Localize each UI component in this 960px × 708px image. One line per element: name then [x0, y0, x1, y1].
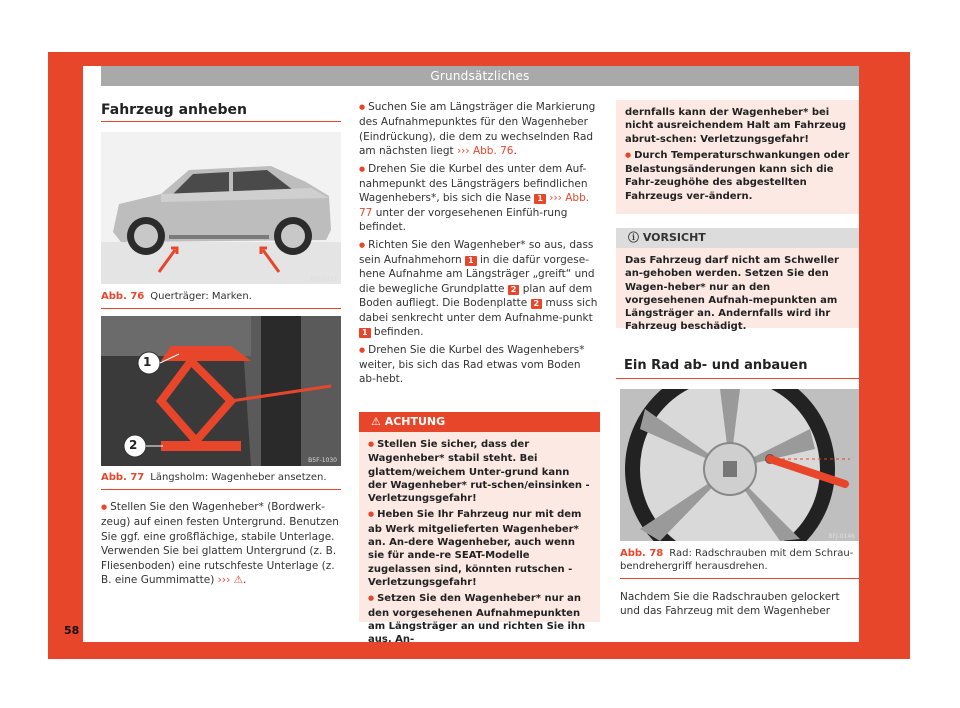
- paragraph-text: unter der vorgesehenen Einfüh-rung befindet.: [359, 206, 568, 234]
- paragraph-text: befinden.: [373, 326, 424, 339]
- vorsicht-box: [616, 228, 859, 333]
- achtung-box-continued: [616, 100, 859, 214]
- number-badge: 1: [534, 194, 546, 204]
- paragraph-text: plan auf dem Boden aufliegt. Die Bodenplatte: [359, 282, 593, 310]
- achtung-item: ● Setzen Sie den Wagenheber* nur an den vorgesehenen Aufnahmepunkten am Längsträger an und richten Sie ihn aus. An-: [368, 592, 591, 646]
- figure-caption: [620, 547, 859, 573]
- paragraph-text: Suchen Sie am Längsträger die Markierung des Aufnahmepunktes für den Wagenheber (Eindrückung), die dem zu wechselnden Rad am nächsten liegt: [359, 101, 596, 158]
- section-rule: [101, 121, 341, 122]
- vorsicht-text: Das Fahrzeug darf nicht am Schweller an-gehoben werden. Setzen Sie den Wagen-heber* nur an den vorgesehenen Aufnah-mepunkten am Längsträger an. Andernfalls wird ihr Fahrzeug beschädigt.: [625, 255, 839, 333]
- section-title-fahrzeug-anheben: Fahrzeug anheben: [101, 102, 247, 118]
- achtung-title: ACHTUNG: [384, 415, 446, 428]
- achtung-item: dernfalls kann der Wagenheber* bei nicht ausreichendem Halt am Fahrzeug abrut-schen: Verletzungsgefahr!: [625, 107, 846, 145]
- section-title-rad-wechseln: Ein Rad ab- und anbauen: [624, 358, 808, 373]
- vorsicht-header: [616, 228, 859, 248]
- number-badge: 2: [508, 285, 520, 295]
- figure-77: [101, 316, 341, 490]
- page-number: 58: [64, 624, 80, 637]
- achtung-body: [359, 432, 600, 655]
- figure-caption-text: Querträger: Marken.: [150, 291, 252, 302]
- info-icon: ⓘ: [628, 231, 643, 244]
- figure-code: BFJ-0023: [310, 276, 337, 283]
- right-body-text: [620, 590, 859, 622]
- figure-76: [101, 132, 341, 309]
- figure-caption: [101, 290, 341, 303]
- marker-1: 1: [143, 355, 152, 369]
- car-side-image: [101, 132, 341, 284]
- ref-arrow[interactable]: ›››: [456, 145, 470, 158]
- figure-label: Abb. 76: [101, 291, 145, 302]
- ref-arrow[interactable]: ›››: [217, 574, 231, 587]
- achtung-item: ● Heben Sie Ihr Fahrzeug nur mit dem ab Werk mitgelieferten Wagenheber* an. An-dere Wagenheber, auch wenn sie für ande-re SEAT-Modelle zugelassen sind, könnten rutschen - Verletzungsgefahr!: [368, 508, 591, 589]
- figure-ref-76[interactable]: Abb. 76: [472, 145, 514, 158]
- figure-caption-text: Rad: Radschrauben mit dem Schrau-bendrehergriff herausdrehen.: [620, 548, 854, 572]
- figure-label: Abb. 78: [620, 548, 664, 559]
- figure-78: [620, 389, 859, 579]
- ref-arrow[interactable]: ›››: [549, 192, 562, 205]
- achtung-box: [359, 412, 600, 646]
- figure-ref-77[interactable]: Abb. 77: [359, 192, 590, 219]
- warning-icon[interactable]: ⚠: [233, 574, 244, 587]
- achtung-body: [616, 100, 859, 212]
- figure-code: B5F-1030: [308, 457, 337, 464]
- paragraph-text: Drehen Sie die Kurbel des unter dem Auf-nahmepunkt des Längsträgers befindlichen Wagenhebers*, bis sich die Nase: [359, 162, 588, 205]
- left-body-text: ● Stellen Sie den Wagenheber* (Bordwerk-zeug) auf einen festen Untergrund. Benutzen Sie ggf. eine großflächige, stabile Unterlage. Verwenden Sie bei glattem Untergrund (z. B. Fliesenboden) eine rutschfeste Unterlage (z. B. eine Gummimatte) ››› ⚠.: [101, 500, 341, 590]
- middle-body-text: [359, 100, 599, 390]
- vorsicht-title: VORSICHT: [642, 231, 706, 244]
- number-badge: 2: [531, 299, 543, 309]
- figure-code: BFJ-0146: [828, 533, 855, 540]
- achtung-header: [359, 412, 600, 432]
- page-header: Grundsätzliches: [101, 66, 859, 86]
- figure-label: Abb. 77: [101, 472, 145, 483]
- paragraph-text: in die dafür vorgese-hene Aufnahme am Längsträger „greift“ und die bewegliche Grundplatte: [359, 254, 595, 295]
- figure-caption-text: Längsholm: Wagenheber ansetzen.: [150, 472, 327, 483]
- number-badge: 1: [359, 328, 371, 338]
- section-rule: [616, 378, 859, 379]
- vorsicht-body: [616, 248, 859, 343]
- number-badge: 1: [465, 256, 477, 266]
- paragraph-text: Drehen Sie die Kurbel des Wagenhebers* weiter, bis sich das Rad etwas vom Boden ab-hebt.: [359, 343, 585, 386]
- paragraph-text: Stellen Sie den Wagenheber* (Bordwerk-zeug) auf einen festen Untergrund. Benutzen Sie ggf. eine großflächige, stabile Unterlage. Verwenden Sie bei glattem Untergrund (z. B. Fliesenboden) eine rutschfeste Unterlage (z. B. eine Gummimatte): [101, 501, 339, 587]
- paragraph-text: muss sich dabei senkrecht unter dem Aufnahme-punkt: [359, 297, 598, 324]
- wheel-image: [620, 389, 859, 541]
- paragraph-text: Nachdem Sie die Radschrauben gelockert und das Fahrzeug mit dem Wagenheber: [620, 591, 840, 618]
- warning-icon: ⚠: [371, 415, 385, 428]
- figure-caption: [101, 471, 341, 484]
- jack-image: [101, 316, 341, 466]
- paragraph-text: Richten Sie den Wagenheber* so aus, dass sein Aufnahmehorn: [359, 238, 594, 267]
- achtung-item: ● Durch Temperaturschwankungen oder Belastungsänderungen kann sich die Fahr-zeughöhe des abgestellten Fahrzeugs ver-ändern.: [625, 149, 850, 203]
- paragraph-text: .: [513, 145, 517, 158]
- marker-2: 2: [129, 438, 138, 452]
- achtung-item: ● Stellen Sie sicher, dass der Wagenheber* stabil steht. Bei glattem/weichem Unter-grund kann der Wagenheber* rut-schen/einsinken - Verletzungsgefahr!: [368, 438, 591, 505]
